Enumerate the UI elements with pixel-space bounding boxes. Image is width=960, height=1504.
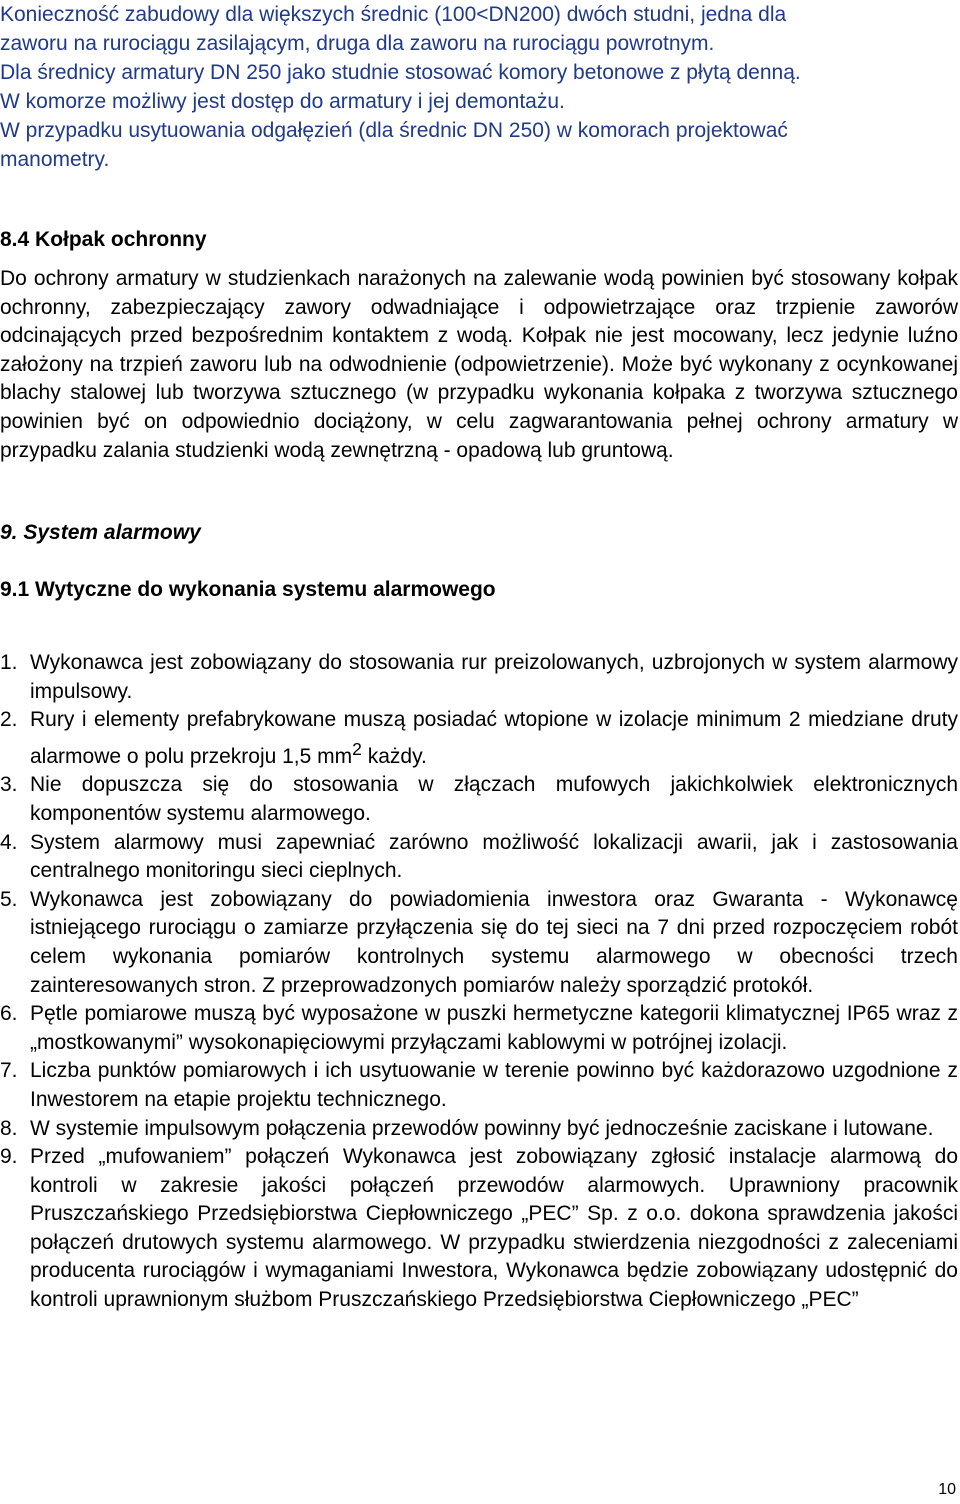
section-8-4-paragraph: Do ochrony armatury w studzienkach narażonych na zalewanie wodą powinien być stosowany kołpak ochronny, zabezpieczający zawory odwadniające i odpowietrzające oraz trzpienie zaworów odcinających przed bezpośrednim kontaktem z wodą. Kołpak nie jest mocowany, lecz jedynie luźno założony na trzpień zaworu lub na odwodnienie (odpowietrzenie). Może być wykonany z ocynkowanej blachy stalowej lub tworzywa sztucznego (w przypadku wykonania kołpaka z tworzywa sztucznego powinien być on odpowiednio dociążony, w celu zagwarantowania pełnej ochrony armatury w przypadku zalania studzienki wodą zewnętrzną - opadową lub gruntową.	[0, 267, 958, 462]
list-item-text: Wykonawca jest zobowiązany do stosowania rur preizolowanych, uzbrojonych w system alarmowy impulsowy.	[30, 651, 958, 703]
list-item-text: Wykonawca jest zobowiązany do powiadomienia inwestora oraz Gwaranta - Wykonawcę istniejącego rurociągu o zamiarze przyłączenia się do tej sieci na 7 dni przed rozpoczęciem robót celem wykonania pomiarów kontrolnych systemu alarmowego w obecności trzech zainteresowanych stron. Z przeprowadzonych pomiarów należy sporządzić protokół.	[30, 887, 958, 997]
list-item-text-part: każdy.	[361, 744, 427, 768]
list-item	[0, 886, 958, 1000]
list-item-number: 8.	[0, 1116, 18, 1140]
list-item-number: 1.	[0, 651, 18, 674]
list-item-text: System alarmowy musi zapewniać zarówno możliwość lokalizacji awarii, jak i zastosowania centralnego monitoringu sieci cieplnych.	[30, 830, 958, 883]
list-item-text-part: Rury i elementy prefabrykowane muszą posiadać wtopione w izolacje minimum 2 miedziane druty alarmowe o polu przekroju 1,5 mm	[30, 708, 958, 768]
list-item	[0, 1000, 958, 1057]
intro-line: zaworu na rurociągu zasilającym, druga dla zaworu na rurociągu powrotnym.	[0, 32, 715, 55]
requirements-list	[0, 649, 958, 1315]
list-item-number: 9.	[0, 1145, 18, 1169]
list-item-text: Przed „mufowaniem” połączeń Wykonawca jest zobowiązany zgłosić instalacje alarmową do kontroli w zakresie jakości połączeń przewodów alarmowych. Uprawniony pracownik Pruszczańskiego Przedsiębiorstwa Ciepłowniczego „PEC” Sp. z o.o. dokona sprawdzenia jakości połączeń drutowych systemu alarmowego. W przypadku stwierdzenia niezgodności z zaleceniami producenta rurociągów i wymaganiami Inwestora, Wykonawca będzie zobowiązany udostępnić do kontroli uprawnionym służbom Pruszczańskiego Przedsiębiorstwa Ciepłowniczego „PEC”	[30, 1145, 958, 1312]
list-item	[0, 1057, 958, 1114]
list-item	[0, 706, 958, 771]
list-item-text: Nie dopuszcza się do stosowania w złączach mufowych jakichkolwiek elektronicznych komponentów systemu alarmowego.	[30, 773, 958, 825]
section-8-4-heading: 8.4 Kołpak ochronny	[0, 228, 207, 251]
superscript: 2	[352, 738, 362, 759]
list-item-number: 5.	[0, 887, 18, 911]
page-number: 10	[938, 1481, 956, 1498]
list-item-text: Liczba punktów pomiarowych i ich usytuowanie w terenie powinno być każdorazowo uzgodnione z Inwestorem na etapie projektu technicznego.	[30, 1059, 958, 1111]
intro-line: W komorze możliwy jest dostęp do armatury i jej demontażu.	[0, 90, 565, 113]
intro-line: W przypadku usytuowania odgałęzień (dla średnic DN 250) w komorach projektować	[0, 119, 788, 142]
list-item-text: W systemie impulsowym połączenia przewodów powinny być jednocześnie zaciskane i lutowane.	[30, 1116, 934, 1140]
section-9-1-heading: 9.1 Wytyczne do wykonania systemu alarmowego	[0, 578, 496, 601]
list-item	[0, 1143, 958, 1315]
list-item	[0, 649, 958, 706]
list-item	[0, 829, 958, 886]
list-item-number: 2.	[0, 708, 18, 732]
list-item-number: 7.	[0, 1059, 18, 1083]
intro-line: Konieczność zabudowy dla większych średnic (100<DN200) dwóch studni, jedna dla	[0, 3, 787, 26]
list-item	[0, 1115, 958, 1144]
list-item	[0, 771, 958, 828]
list-item-text	[30, 706, 958, 771]
list-item-number: 3.	[0, 773, 18, 797]
list-item-text: Pętle pomiarowe muszą być wyposażone w puszki hermetyczne kategorii klimatycznej IP65 wraz z „mostkowanymi” wysokonapięciowymi przyłączami kablowymi w potrójnej izolacji.	[30, 1002, 958, 1054]
list-item-number: 4.	[0, 830, 18, 854]
list-item-number: 6.	[0, 1002, 18, 1026]
section-9-heading: 9. System alarmowy	[0, 521, 201, 544]
intro-block	[0, 0, 958, 174]
intro-line: Dla średnicy armatury DN 250 jako studnie stosować komory betonowe z płytą denną.	[0, 61, 801, 84]
intro-line: manometry.	[0, 148, 110, 171]
